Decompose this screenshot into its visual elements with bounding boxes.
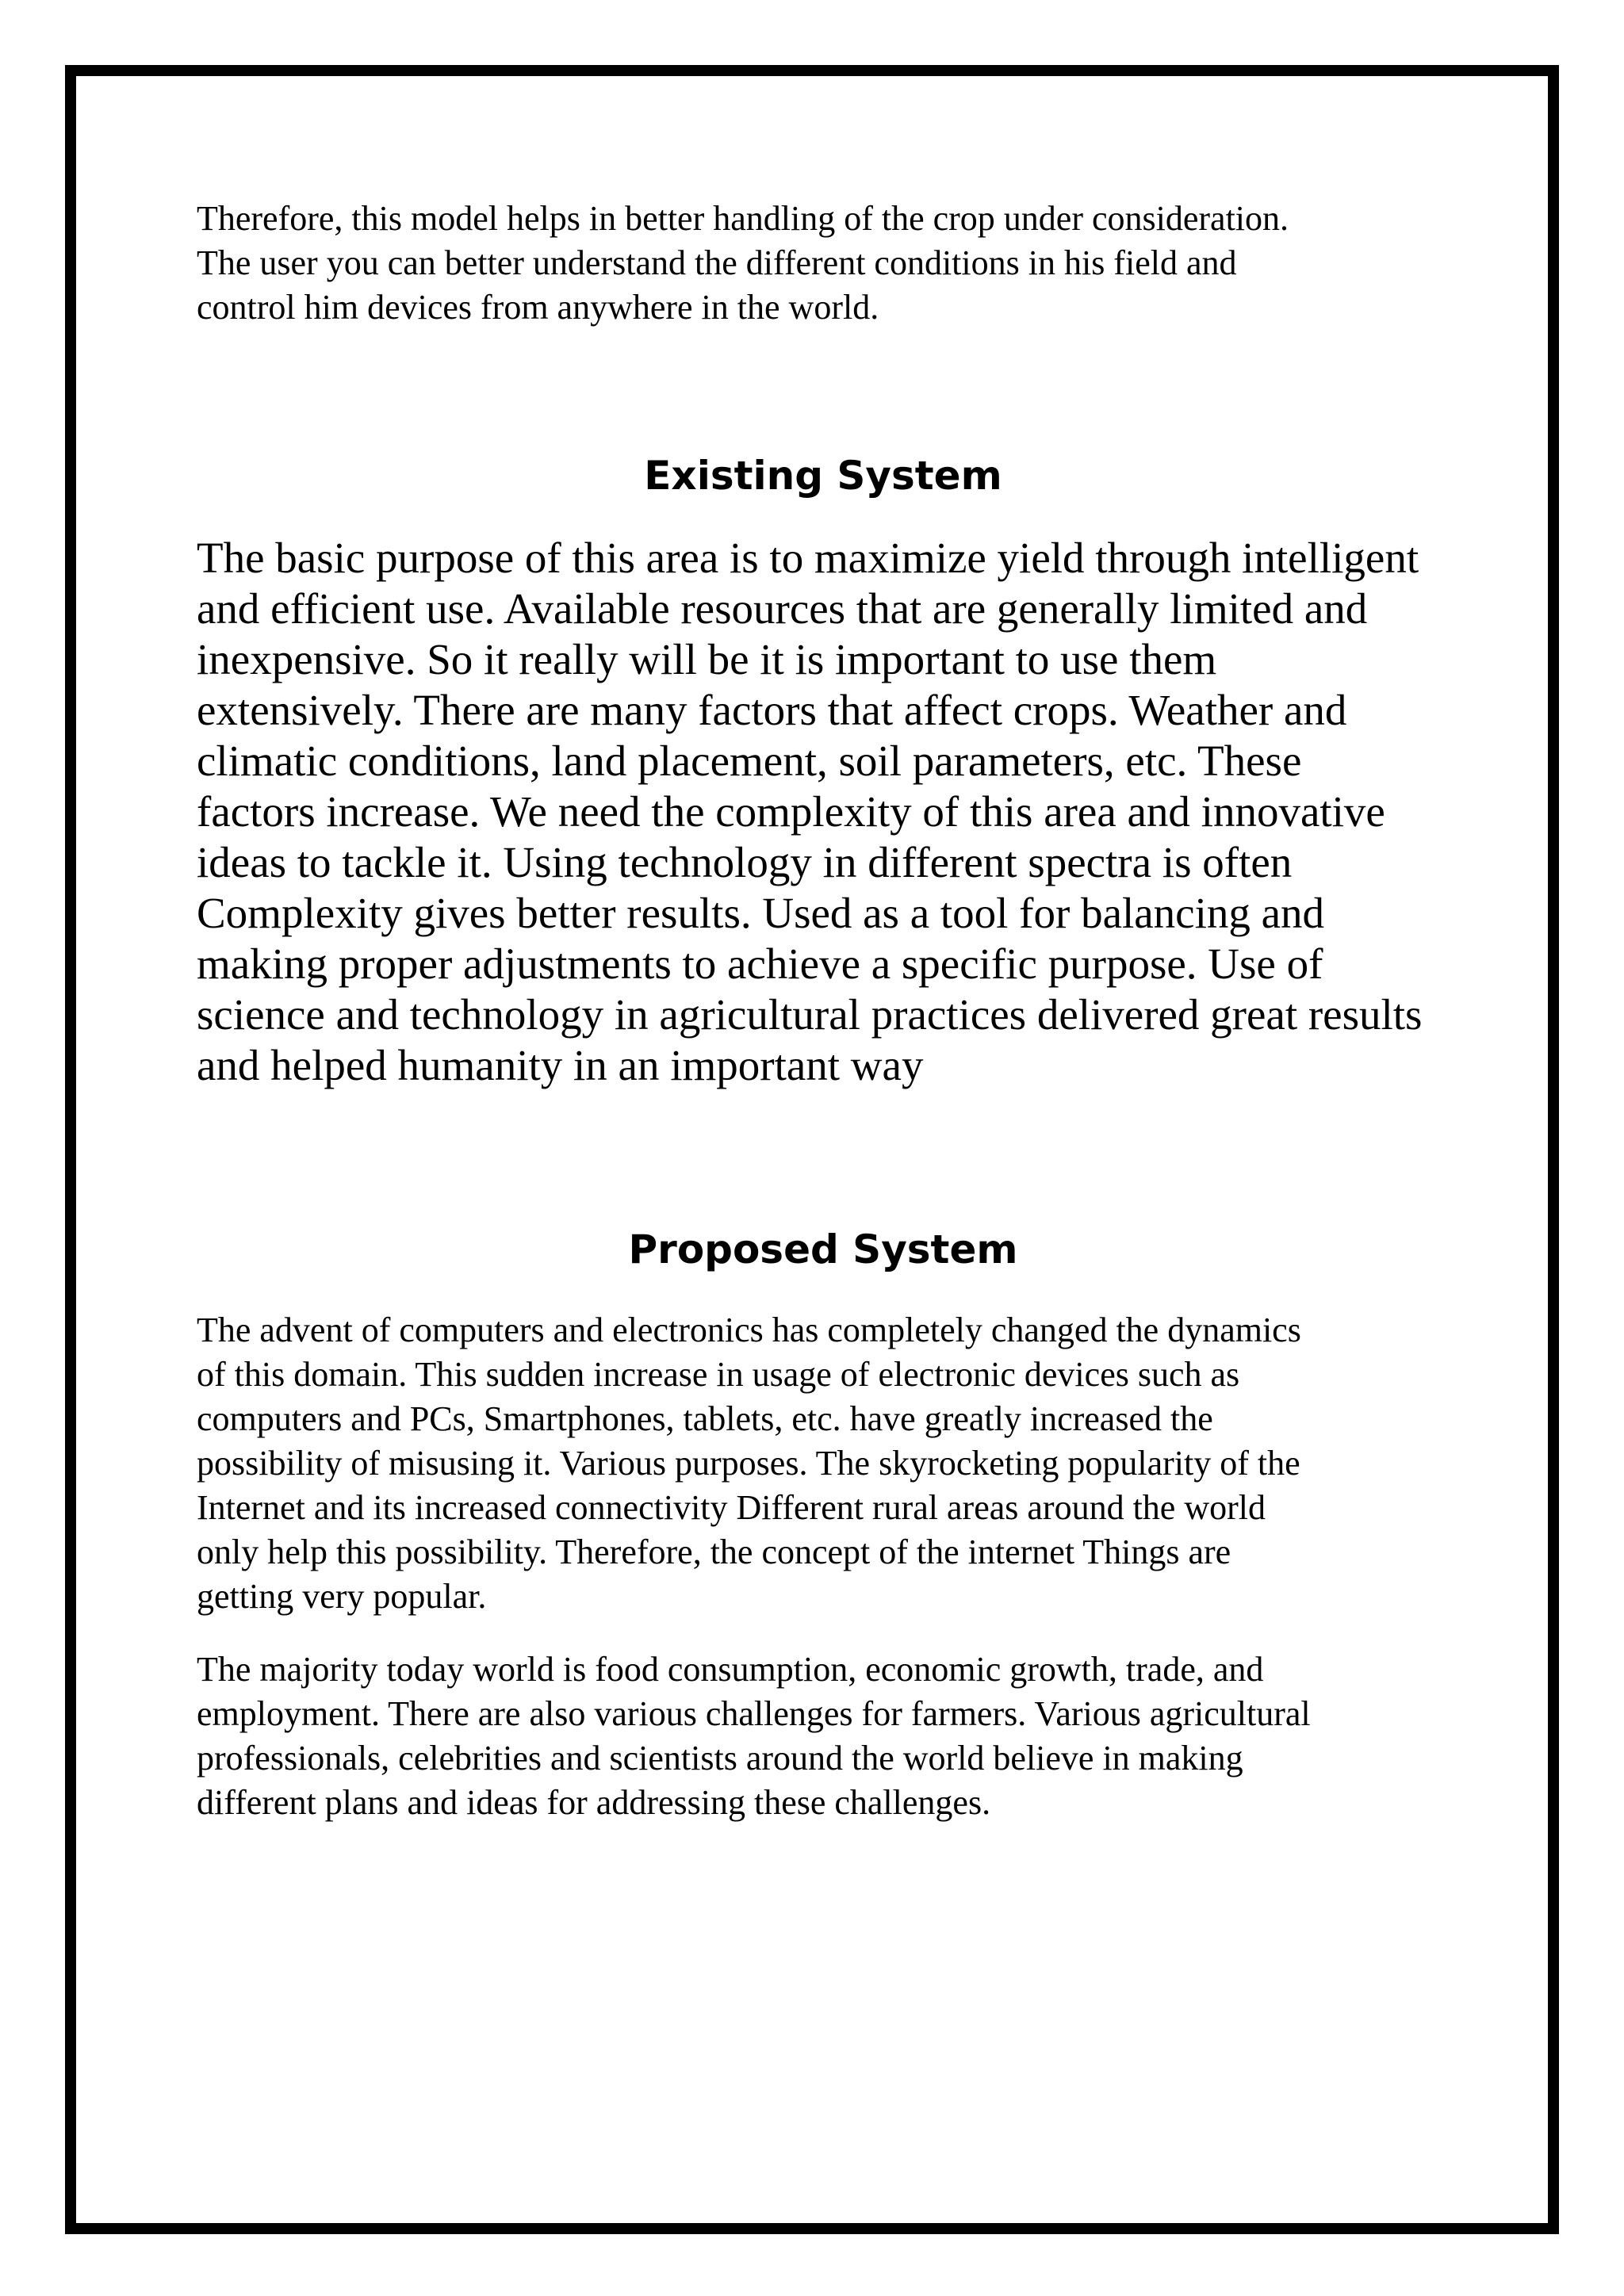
- intro-paragraph: Therefore, this model helps in better handling of the crop under consideration. The user you can better understand the different conditions in his field and control him devices from anywhere in the world.: [197, 199, 1289, 327]
- proposed-system-paragraph: The advent of computers and electronics has completely changed the dynamics of this domain. This sudden increase in usage of electronic devices such as computers and PCs, Smartphones, tablets, etc. have greatly increased the possibility of misusing it. Various purposes. The skyrocketing popularity of the Internet and its increased connectivity Different rural areas around the world only help this possibility. Therefore, the concept of the internet Things are getting very popular.: [197, 1311, 1301, 1616]
- existing-system-heading: Existing System: [644, 453, 1002, 499]
- proposed-system-paragraph: The majority today world is food consumption, economic growth, trade, and employment. There are also various challenges for farmers. Various agricultural professionals, celebrities and scientists around the world believe in making different plans and ideas for addressing these challenges.: [197, 1650, 1311, 1822]
- proposed-system-heading: Proposed System: [628, 1226, 1018, 1272]
- document-content: [197, 197, 1450, 1825]
- existing-system-paragraph: The basic purpose of this area is to maximize yield through intelligent and efficient use. Available resources that are generally limited and inexpensive. So it really will be it is important to use them extensively. There are many factors that affect crops. Weather and climatic conditions, land placement, soil parameters, etc. These factors increase. We need the complexity of this area and innovative ideas to tackle it. Using technology in different spectra is often Complexity gives better results. Used as a tool for balancing and making proper adjustments to achieve a specific purpose. Use of science and technology in agricultural practices delivered great results and helped humanity in an important way: [197, 534, 1423, 1089]
